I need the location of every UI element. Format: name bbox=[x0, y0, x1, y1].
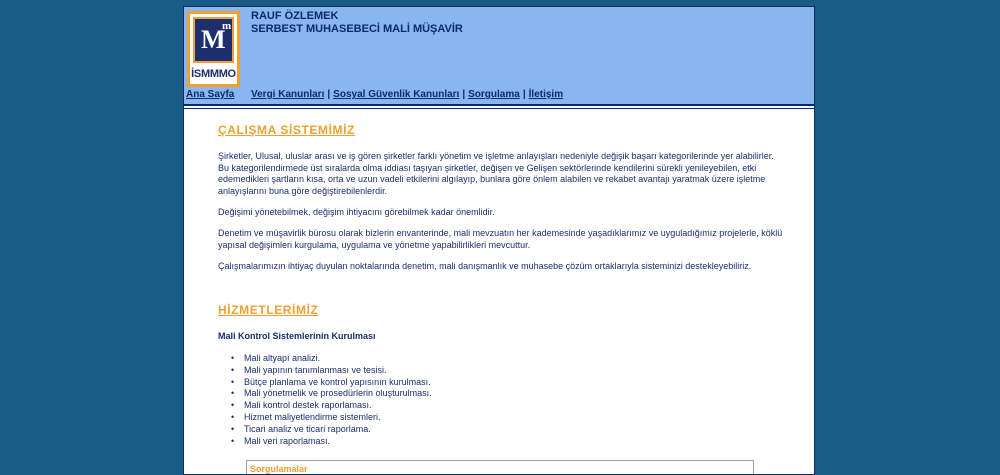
header bbox=[184, 7, 814, 104]
section-heading-hizmetler: HİZMETLERİMİZ bbox=[218, 303, 319, 317]
paragraph: Denetim ve müşavirlik bürosu olarak bizlerin envanterinde, mali mevzuatın her kademesinde yaşadıklarımız ve uyguladığımız projelerle, köklü yapısal değişimleri kurgulama, uygulama ve yönetme yapabilirlikleri mevcuttur. bbox=[218, 228, 783, 250]
logo-superscript: m bbox=[222, 20, 232, 32]
nav-separator: | bbox=[327, 89, 331, 100]
paragraph: Şirketler, Ulusal, uluslar arası ve iş gören şirketler farklı yönetim ve işletme anlayışları nedeniyle değişik başarı kategorilerinde yer alabilirler. Bu kategorilendirmede üst sıralarda olma iddiası taşıyan şirketler, değişen ve Gelişen sektörlerinde kendilerini sürekli yenileyebilen, etki edemedikleri şartların kısa, orta ve uzun vadeli etkilerini algılayıp, bunlara göre önlem alabilen ve rekabet avantajı yaratmak üzere işletme anlayışlarını buna göre değiştirebilenlerdir. bbox=[218, 151, 774, 196]
list-item: • Hizmet maliyetlendirme sistemleri. bbox=[229, 412, 432, 424]
list-item: • Mali yönetmelik ve prosedürlerin oluşturulması. bbox=[229, 388, 432, 400]
header-divider-thin bbox=[184, 108, 814, 109]
logo-inner bbox=[190, 14, 237, 84]
ismmmo-logo bbox=[187, 11, 240, 87]
site-owner-title: SERBEST MUHASEBECİ MALİ MÜŞAVİR bbox=[251, 23, 463, 35]
nav-link-vergi-kanunlari[interactable]: Vergi Kanunları bbox=[251, 89, 325, 100]
list-item: • Mali veri raporlaması. bbox=[229, 436, 432, 448]
services-list bbox=[229, 353, 432, 447]
section-heading-calisma: ÇALIŞMA SİSTEMİMİZ bbox=[218, 123, 356, 137]
logo-letter: M bbox=[201, 25, 226, 54]
services-subheading: Mali Kontrol Sistemlerinin Kurulması bbox=[218, 331, 376, 341]
nav-link-sorgulama[interactable]: Sorgulama bbox=[468, 89, 520, 100]
nav-separator: | bbox=[462, 89, 466, 100]
site-owner-name: RAUF ÖZLEMEK bbox=[251, 10, 339, 22]
list-item: • Ticari analiz ve ticari raporlama. bbox=[229, 424, 432, 436]
list-item: • Mali yapının tanımlanması ve tesisi. bbox=[229, 365, 432, 377]
nav-link-iletisim[interactable]: İletişim bbox=[528, 89, 564, 100]
logo-text: İSMMMO bbox=[191, 68, 236, 80]
page-container bbox=[183, 6, 815, 475]
sorgulama-box bbox=[246, 460, 754, 475]
list-item: • Bütçe planlama ve kontrol yapısının kurulması. bbox=[229, 377, 432, 389]
nav-home-wrap bbox=[186, 89, 234, 100]
sorgulama-box-title: Sorgulamalar bbox=[250, 464, 308, 474]
nav-separator: | bbox=[522, 89, 526, 100]
header-divider-thick bbox=[184, 104, 814, 106]
paragraph: Değişimi yönetebilmek, değişim ihtiyacını görebilmek kadar önemlidir. bbox=[218, 207, 495, 217]
logo-mark bbox=[193, 17, 234, 63]
nav-link-home[interactable]: Ana Sayfa bbox=[186, 89, 235, 100]
paragraph: Çalışmalarımızın ihtiyaç duyulan noktalarında denetim, mali danışmanlık ve muhasebe çözüm ortaklarıyla sisteminizi destekleyebiliriz. bbox=[218, 261, 752, 271]
list-item: • Mali altyapı analizi. bbox=[229, 353, 432, 365]
nav-link-sosyal-guvenlik[interactable]: Sosyal Güvenlik Kanunları bbox=[333, 89, 460, 100]
nav-links bbox=[251, 89, 563, 100]
list-item: • Mali kontrol destek raporlaması. bbox=[229, 400, 432, 412]
